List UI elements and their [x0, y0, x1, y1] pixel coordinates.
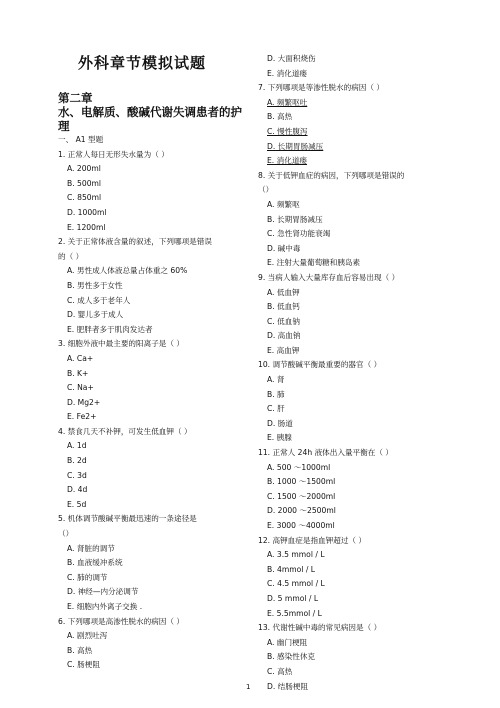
right-column — [258, 52, 458, 694]
answer-option: A. 500 ～1000ml — [267, 462, 331, 472]
answer-option: B. 500ml — [67, 178, 102, 188]
answer-option: D. 大面积烧伤 — [267, 54, 316, 63]
answer-option: C. Na+ — [67, 383, 94, 393]
answer-option: B. 低血钙 — [267, 302, 300, 312]
answer-option: E. 5d — [67, 499, 87, 509]
answer-option: B. 2d — [67, 456, 87, 466]
question-text: 9. 当病人输入大量库存血后容易出现（ ） — [258, 272, 400, 282]
answer-option: D. 碱中毒 — [267, 243, 301, 253]
answer-option: D. Mg2+ — [67, 397, 101, 407]
chapter-heading: 第二章 — [58, 91, 93, 105]
question-text: 7. 下列哪项是等渗性脱水的病因（ ） — [258, 83, 384, 93]
answer-option: A. 频繁呕吐 — [267, 97, 308, 107]
answer-option: D. 高血钠 — [267, 331, 301, 341]
question-text: 3. 细胞外液中最主要的阳离子是（ ） — [58, 339, 184, 349]
answer-option: B. 高热 — [267, 112, 293, 122]
answer-option: E. 3000 ～4000ml — [267, 521, 335, 530]
answer-option: D. 神经—内分泌调节 — [67, 587, 139, 597]
question-text: 6. 下列哪项是高渗性脱水的病因（ ） — [58, 616, 184, 626]
question-text: 2. 关于正常体液含量的叙述，下列哪项是错误 — [58, 237, 212, 247]
chapter-heading-block — [58, 91, 258, 133]
question-text: 12. 高钾血症是指血钾超过（ ） — [258, 535, 367, 545]
answer-option: A. Ca+ — [67, 353, 94, 363]
chapter-subtitle-continued: 理 — [58, 119, 70, 133]
question-text: 5. 机体调节酸碱平衡最迅速的一条途径是 — [58, 514, 197, 524]
answer-option: D. 婴儿多于成人 — [67, 310, 124, 320]
question-text: 11. 正常人 24h 液体出入量平衡在（ ） — [258, 448, 393, 458]
answer-option: E. 消化道瘘 — [267, 156, 308, 166]
answer-option: A. 幽门梗阻 — [267, 637, 308, 647]
question-text: （） — [58, 529, 74, 539]
answer-option: E. 细胞内外离子交换 . — [67, 602, 143, 611]
answer-option: E. 肥胖者多于肌肉发达者 — [67, 324, 153, 334]
answer-option: A. 低血钾 — [267, 287, 300, 297]
answer-option: B. 男性多于女性 — [67, 280, 123, 290]
answer-option: A. 频繁呕 — [267, 199, 300, 209]
document-title: 外科章节模拟试题 — [78, 54, 207, 72]
answer-option: D. 结肠梗阻 — [267, 681, 309, 691]
answer-option: C. 1500 ～2000ml — [267, 491, 336, 501]
page-number: 1 — [246, 683, 251, 691]
answer-option: C. 肺的调节 — [67, 572, 108, 582]
answer-option: B. 4mmol / L — [267, 564, 316, 574]
answer-option: E. 高血钾 — [267, 345, 300, 355]
answer-option: B. 高热 — [67, 645, 93, 655]
answer-option: D. 4d — [67, 485, 88, 495]
answer-option: E. 注射大量葡萄糖和胰岛素 — [267, 258, 361, 268]
question-text: 10. 调节酸碱平衡最重要的器官（ ） — [258, 360, 382, 370]
answer-option: A. 3.5 mmol / L — [267, 550, 325, 560]
question-text: 1. 正常人每日无形失水量为（ ） — [58, 149, 169, 159]
answer-option: B. 1000 ～1500ml — [267, 477, 336, 487]
answer-option: C. 低血钠 — [267, 316, 300, 326]
left-column — [58, 133, 258, 673]
question-text: 的（ ） — [58, 251, 84, 261]
answer-option: C. 3d — [67, 470, 87, 480]
question-text: 13. 代谢性碱中毒的常见病因是（ ） — [258, 623, 382, 633]
answer-option: C. 成人多于老年人 — [67, 295, 131, 305]
answer-option: A. 肾脏的调节 — [67, 543, 115, 553]
answer-option: C. 高热 — [267, 666, 293, 676]
answer-option: C. 4.5 mmol / L — [267, 579, 325, 589]
question-text: 8. 关于低钾血症的病因，下列哪项是错误的 — [258, 170, 405, 180]
answer-option: D. 长期胃肠减压 — [267, 141, 324, 151]
answer-option: C. 肝 — [267, 404, 285, 414]
answer-option: C. 850ml — [67, 193, 102, 203]
answer-option: D. 肠道 — [267, 418, 293, 428]
chapter-subtitle: 水、电解质、酸碱代谢失调患者的护 — [58, 105, 242, 119]
answer-option: C. 急性肾功能衰竭 — [267, 229, 331, 239]
answer-option: E. 胰腺 — [267, 433, 292, 443]
answer-option: C. 慢性腹泻 — [267, 126, 308, 136]
question-text: （） — [258, 185, 274, 195]
question-text: 4. 禁食几天不补钾，可发生低血钾（ ） — [58, 426, 192, 436]
answer-option: C. 肠梗阻 — [67, 660, 100, 670]
question-text: 一、 A1 型题 — [58, 135, 104, 144]
answer-option: E. Fe2+ — [67, 412, 97, 422]
answer-option: E. 消化道瘘 — [267, 68, 308, 78]
answer-option: B. 肺 — [267, 389, 285, 399]
answer-option: D. 5 mmol / L — [267, 593, 319, 603]
answer-option: A. 肾 — [267, 375, 285, 385]
answer-option: D. 2000 ～2500ml — [267, 506, 336, 516]
answer-option: B. 血液缓冲系统 — [67, 558, 123, 568]
answer-option: A. 男性成人体液总量占体重之 60% — [67, 266, 188, 276]
answer-option: E. 1200ml — [67, 222, 106, 232]
answer-option: A. 1d — [67, 441, 87, 451]
answer-option: E. 5.5mmol / L — [267, 608, 322, 618]
answer-option: D. 1000ml — [67, 207, 107, 217]
answer-option: B. 长期胃肠减压 — [267, 214, 323, 224]
answer-option: B. 感染性休克 — [267, 652, 316, 662]
answer-option: B. K+ — [67, 368, 89, 378]
answer-option: A. 剧烈吐泻 — [67, 631, 108, 641]
answer-option: A. 200ml — [67, 164, 101, 174]
